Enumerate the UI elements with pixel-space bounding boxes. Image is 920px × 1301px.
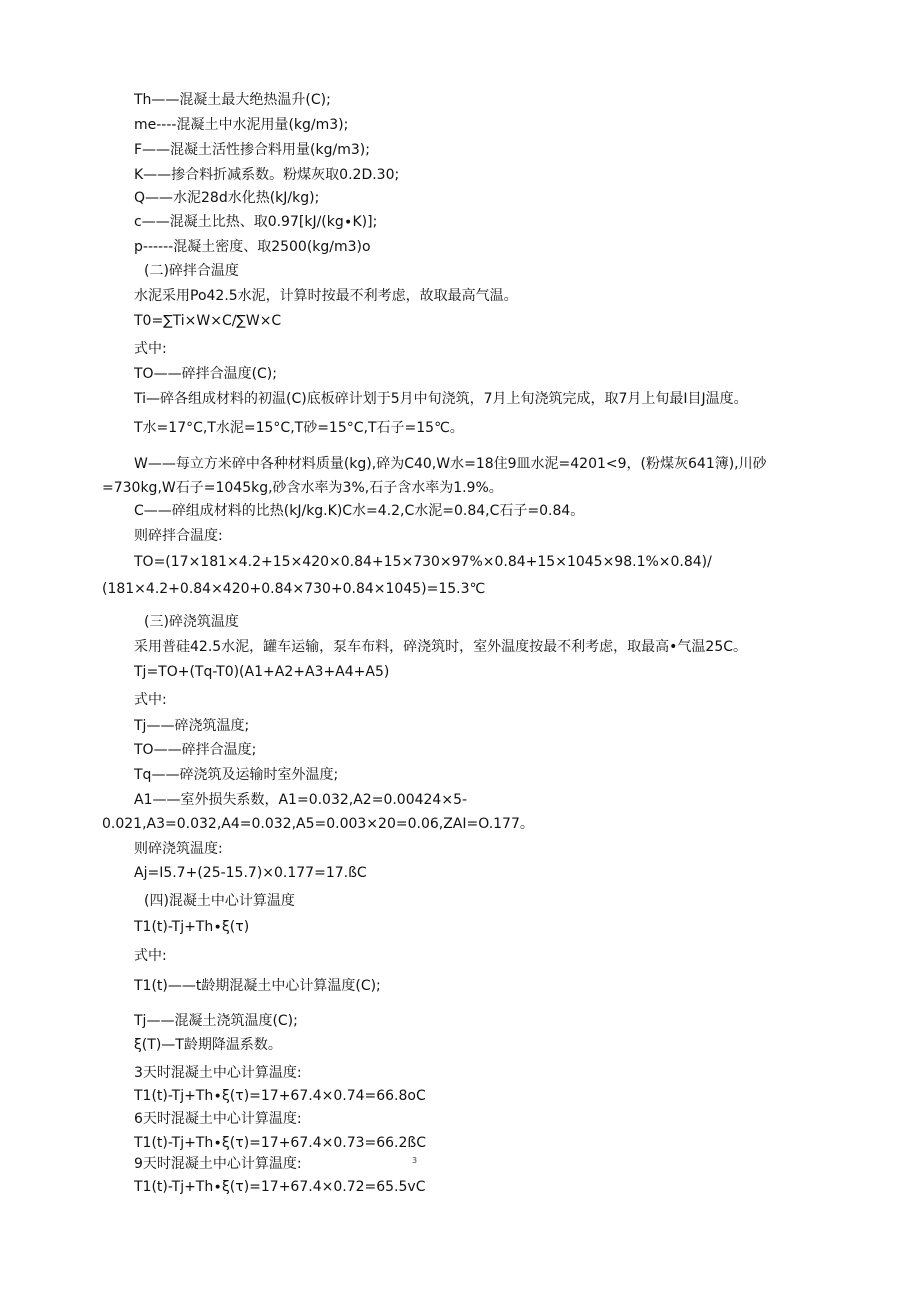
text-line: 式中: [134,341,167,357]
text-line: T水=17°C,T水泥=15°C,T砂=15°C,T石子=15℃。 [134,420,464,436]
text-line: TO——碎拌合温度; [134,742,257,758]
text-line: 0.021,A3=0.032,A4=0.032,A5=0.003×20=0.06,ZAI=O.177。 [102,816,534,832]
text-line: 式中: [134,692,167,708]
section-heading: (四)混凝土中心计算温度 [144,893,295,909]
text-line: Tq——碎浇筑及运输时室外温度; [134,767,339,783]
text-line: 则碎浇筑温度: [134,841,223,857]
text-line: 9天时混凝土中心计算温度: [134,1156,302,1172]
text-line: Tj——碎浇筑温度; [134,718,250,734]
text-line: 采用普硅42.5水泥，罐车运输，泵车布料，碎浇筑时，室外温度按最不利考虑，取最高•气温25C。 [134,639,748,655]
text-line: 式中: [134,948,167,964]
formula-line: TO=(17×181×4.2+15×420×0.84+15×730×97%×0.84+15×1045×98.1%×0.84)/ [134,554,712,570]
formula-line: T1(t)-Tj+Th∙ξ(τ)=17+67.4×0.73=66.2ßC [134,1135,427,1151]
text-line: T1(t)——t龄期混凝土中心计算温度(C); [134,978,381,994]
formula-line: Tj=TO+(Tq-T0)(A1+A2+A3+A4+A5) [134,664,390,680]
page-number: 3 [412,1156,418,1165]
formula-line: (181×4.2+0.84×420+0.84×730+0.84×1045)=15.3℃ [102,581,486,597]
text-line: Th——混凝土最大绝热温升(C); [134,92,331,108]
text-line: =730kg,W石子=1045kg,砂含水率为3%,石子含水率为1.9%。 [102,480,503,496]
formula-line: T0=∑Ti×W×C∕∑W×C [134,313,282,329]
text-line: K——掺合料折减系数。粉煤灰取0.2D.30; [134,167,400,183]
text-line: TO——碎拌合温度(C); [134,366,277,382]
text-line: 6天时混凝土中心计算温度: [134,1111,302,1127]
text-line: 则碎拌合温度: [134,528,223,544]
text-line: Q——水泥28d水化热(kJ/kg); [134,190,320,206]
formula-line: T1(t)-Tj+Th∙ξ(τ)=17+67.4×0.72=65.5vC [134,1179,426,1195]
text-line: F——混凝土活性掺合料用量(kg/m3); [134,142,370,158]
text-line: p------混凝土密度、取2500(kg∕m3)o [134,239,371,255]
text-line: ξ(T)—T龄期降温系数。 [134,1037,282,1053]
formula-line: T1(t)-Tj+Th∙ξ(τ) [134,919,250,935]
text-line: c——混凝土比热、取0.97[kJ∕(kg∙K)]; [134,214,378,230]
section-heading: (三)碎浇筑温度 [144,614,239,630]
text-line: me----混凝土中水泥用量(kg∕m3); [134,117,349,133]
text-line: C——碎组成材料的比热(kJ/kg.K)C水=4.2,C水泥=0.84,C石子=0.84。 [134,503,585,519]
formula-line: T1(t)-Tj+Th∙ξ(τ)=17+67.4×0.74=66.8oC [134,1088,426,1104]
text-line: Tj——混凝土浇筑温度(C); [134,1013,298,1029]
formula-line: Aj=I5.7+(25-15.7)×0.177=17.ßC [134,865,367,881]
text-line: W——每立方米碎中各种材料质量(kg),碎为C40,W水=18住9皿水泥=4201<9，(粉煤灰641簿),川砂 [134,456,767,472]
text-line: Ti—碎各组成材料的初温(C)底板碎计划于5月中旬浇筑，7月上旬浇筑完成，取7月上旬最I目J温度。 [134,391,748,407]
text-line: 3天时混凝土中心计算温度: [134,1065,302,1081]
text-line: A1——室外损失系数，A1=0.032,A2=0.00424×5- [134,792,468,808]
text-line: 水泥采用Po42.5水泥，计算时按最不利考虑，故取最高气温。 [134,288,518,304]
section-heading: (二)碎拌合温度 [144,263,239,279]
